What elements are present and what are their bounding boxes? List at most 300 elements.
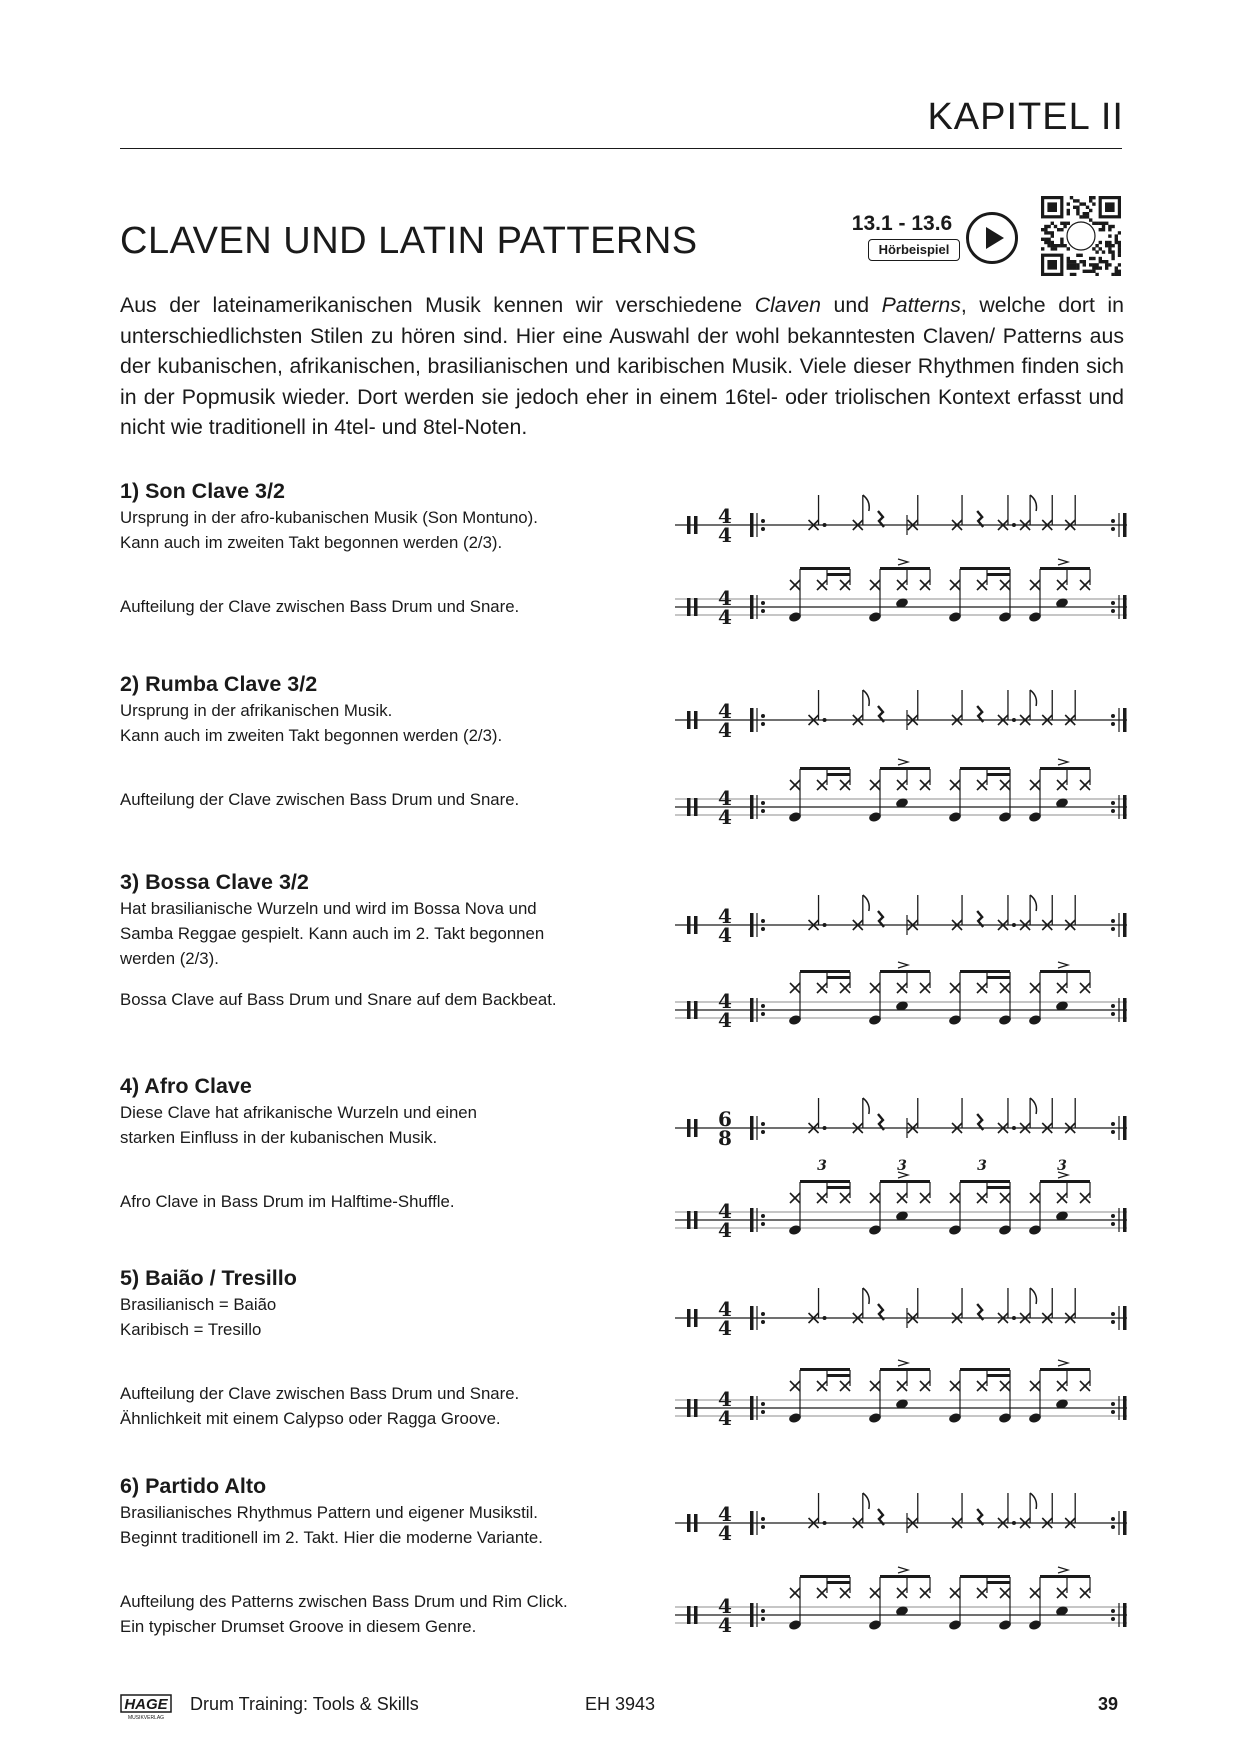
qr-module	[1044, 241, 1047, 244]
qr-module	[1089, 270, 1092, 273]
time-signature-top: 4	[718, 1594, 732, 1618]
qr-module	[1086, 215, 1089, 218]
time-signature-top: 4	[718, 904, 732, 928]
qr-module	[1086, 212, 1089, 215]
section-description-line: Ursprung in der afrikanischen Musik.	[120, 701, 393, 720]
time-signature-bottom: 4	[718, 923, 732, 947]
repeat-dot	[1111, 714, 1115, 718]
play-button[interactable]	[966, 212, 1018, 264]
section-description-line: Hat brasilianische Wurzeln und wird im Bossa Nova und	[120, 899, 537, 918]
drumset-staff	[675, 1567, 1127, 1637]
note-beam	[987, 1186, 1010, 1189]
repeat-end-bar	[1123, 708, 1127, 732]
repeat-dot	[761, 809, 765, 813]
time-signature-bottom: 4	[718, 1613, 732, 1637]
logo-text: HAGE	[124, 1696, 168, 1713]
section-bossa-clave	[120, 869, 640, 1009]
note-beam	[960, 567, 1010, 570]
qr-module	[1115, 273, 1118, 276]
repeat-start-bar	[750, 1603, 754, 1627]
qr-module	[1044, 228, 1047, 231]
accent-mark	[898, 1567, 908, 1573]
audio-track-range: 13.1 - 13.6	[851, 212, 953, 235]
qr-module	[1047, 225, 1050, 228]
note-flag	[1030, 1098, 1036, 1114]
note-beam	[960, 1575, 1010, 1578]
intro-text-1: Aus der lateinamerikanischen Musik kennen wir verschiedene	[120, 293, 755, 317]
repeat-dot	[761, 1214, 765, 1218]
qr-module	[1099, 266, 1102, 269]
note-beam	[1040, 1368, 1090, 1371]
percussion-clef	[694, 1001, 698, 1019]
repeat-dot	[761, 1004, 765, 1008]
qr-module	[1079, 215, 1082, 218]
time-signature-top: 4	[718, 1387, 732, 1411]
repeat-end-bar	[1123, 998, 1127, 1022]
qr-module	[1079, 202, 1082, 205]
drum-notation	[675, 480, 1135, 1660]
qr-module	[1051, 222, 1054, 225]
repeat-dot	[1111, 1517, 1115, 1521]
qr-module	[1099, 228, 1102, 231]
note-beam	[827, 1186, 850, 1189]
dot	[1012, 1126, 1016, 1130]
qr-module	[1105, 266, 1108, 269]
drumset-staff	[675, 962, 1127, 1032]
qr-module	[1047, 238, 1050, 241]
qr-module	[1099, 241, 1102, 244]
qr-module	[1083, 260, 1086, 263]
repeat-dot	[761, 601, 765, 605]
note-flag	[1030, 895, 1036, 911]
qr-module	[1047, 244, 1050, 247]
qr-module	[1089, 263, 1092, 266]
qr-module	[1060, 241, 1063, 244]
repeat-end-bar	[1123, 1208, 1127, 1232]
percussion-clef	[687, 1309, 691, 1327]
section-description-line: Kann auch im zweiten Takt begonnen werden (2/3).	[120, 726, 503, 745]
section-description-line: werden (2/3).	[120, 949, 219, 968]
qr-module	[1111, 257, 1114, 260]
note-beam	[987, 976, 1010, 979]
dot	[823, 1126, 827, 1130]
qr-module	[1102, 225, 1105, 228]
percussion-clef	[694, 711, 698, 729]
percussion-clef	[694, 1606, 698, 1624]
repeat-dot	[761, 1312, 765, 1316]
section-groove-note: Bossa Clave auf Bass Drum und Snare auf dem Backbeat.	[120, 990, 557, 1009]
qr-module	[1060, 222, 1063, 225]
note-flag	[863, 1493, 869, 1509]
repeat-dot	[1111, 1410, 1115, 1414]
note-beam	[960, 1180, 1010, 1183]
qr-module	[1051, 247, 1054, 250]
qr-module	[1111, 225, 1114, 228]
section-description-line: Kann auch im zweiten Takt begonnen werden (2/3).	[120, 533, 503, 552]
qr-module	[1083, 215, 1086, 218]
clave-staff	[675, 895, 1127, 947]
repeat-start-bar	[750, 1208, 754, 1232]
time-signature-bottom: 4	[718, 1521, 732, 1545]
drumset-staff	[675, 559, 1127, 629]
clave-staff	[675, 690, 1127, 742]
time-signature-bottom: 8	[718, 1126, 732, 1150]
publisher-logo	[120, 1694, 172, 1720]
qr-module	[1111, 244, 1114, 247]
time-signature-bottom: 4	[718, 523, 732, 547]
qr-module	[1051, 234, 1054, 237]
qr-module	[1092, 247, 1095, 250]
qr-finder	[1105, 202, 1115, 212]
qr-module	[1089, 196, 1092, 199]
percussion-clef	[694, 598, 698, 616]
note-flag	[863, 1098, 869, 1114]
dot	[823, 1521, 827, 1525]
clave-staff	[675, 1098, 1127, 1150]
percussion-clef	[687, 598, 691, 616]
qr-module	[1073, 273, 1076, 276]
triplet-mark: 3	[897, 1158, 907, 1174]
qr-module	[1095, 250, 1098, 253]
qr-module	[1095, 266, 1098, 269]
qr-module	[1083, 202, 1086, 205]
time-signature-bottom: 4	[718, 718, 732, 742]
qr-module	[1111, 250, 1114, 253]
time-signature-top: 4	[718, 989, 732, 1013]
qr-module	[1108, 234, 1111, 237]
qr-module	[1067, 209, 1070, 212]
repeat-start-bar	[750, 1511, 754, 1535]
repeat-dot	[1111, 1222, 1115, 1226]
percussion-clef	[687, 798, 691, 816]
time-signature-top: 4	[718, 1502, 732, 1526]
section-title: 1) Son Clave 3/2	[120, 479, 285, 503]
section-baiao-tresillo	[120, 1265, 640, 1428]
triplet-mark: 3	[977, 1158, 987, 1174]
note-beam	[827, 1374, 850, 1377]
qr-finder	[1047, 202, 1057, 212]
repeat-dot	[761, 1609, 765, 1613]
repeat-dot	[761, 527, 765, 531]
note-beam	[960, 1368, 1010, 1371]
time-signature-bottom: 4	[718, 1406, 732, 1430]
qr-module	[1067, 222, 1070, 225]
dot	[1012, 1316, 1016, 1320]
note-beam	[880, 1368, 930, 1371]
note-beam	[1040, 970, 1090, 973]
qr-module	[1067, 247, 1070, 250]
intro-term-claven: Claven	[754, 293, 821, 317]
repeat-end-bar	[1123, 1511, 1127, 1535]
section-description-line: Samba Reggae gespielt. Kann auch im 2. Takt begonnen	[120, 924, 545, 943]
note-beam	[827, 573, 850, 576]
note-beam	[960, 970, 1010, 973]
intro-text-2: und	[820, 293, 882, 317]
percussion-clef	[687, 1606, 691, 1624]
repeat-end-bar	[1123, 595, 1127, 619]
note-beam	[827, 976, 850, 979]
qr-module	[1092, 257, 1095, 260]
repeat-dot	[761, 714, 765, 718]
section-groove-note: Aufteilung der Clave zwischen Bass Drum und Snare.	[120, 790, 520, 809]
qr-module	[1060, 238, 1063, 241]
qr-module	[1108, 241, 1111, 244]
time-signature-top: 4	[718, 1199, 732, 1223]
section-partido-alto	[120, 1473, 640, 1636]
section-description-line: Brasilianisch = Baião	[120, 1295, 277, 1314]
section-groove-note: Aufteilung der Clave zwischen Bass Drum und Snare.	[120, 597, 520, 616]
repeat-start-bar	[750, 513, 754, 537]
percussion-clef	[687, 1514, 691, 1532]
qr-module	[1092, 270, 1095, 273]
qr-module	[1073, 206, 1076, 209]
qr-module	[1054, 244, 1057, 247]
repeat-end-bar	[1123, 795, 1127, 819]
qr-module	[1105, 244, 1108, 247]
note-flag	[863, 495, 869, 511]
drumset-staff	[675, 1360, 1127, 1430]
repeat-dot	[1111, 519, 1115, 523]
percussion-clef	[694, 798, 698, 816]
qr-module	[1060, 228, 1063, 231]
qr-module	[1070, 196, 1073, 199]
qr-module	[1076, 254, 1079, 257]
time-signature-bottom: 4	[718, 1316, 732, 1340]
note-beam	[1040, 1180, 1090, 1183]
repeat-dot	[761, 1222, 765, 1226]
repeat-dot	[761, 1517, 765, 1521]
time-signature-bottom: 4	[718, 1218, 732, 1242]
note-flag	[1030, 495, 1036, 511]
note-beam	[800, 1368, 850, 1371]
section-title: 3) Bossa Clave 3/2	[120, 870, 309, 894]
repeat-dot	[761, 1410, 765, 1414]
qr-module	[1079, 254, 1082, 257]
chapter-heading: KAPITEL II	[927, 96, 1124, 138]
qr-module	[1044, 225, 1047, 228]
note-beam	[987, 1374, 1010, 1377]
qr-module	[1105, 241, 1108, 244]
dot	[823, 718, 827, 722]
qr-module	[1115, 266, 1118, 269]
repeat-dot	[1111, 1214, 1115, 1218]
page-number: 39	[1098, 1694, 1119, 1714]
repeat-dot	[761, 722, 765, 726]
section-title: 4) Afro Clave	[120, 1074, 252, 1098]
dot	[823, 523, 827, 527]
drumset-staff	[675, 759, 1127, 829]
note-beam	[880, 767, 930, 770]
qr-module	[1086, 206, 1089, 209]
time-signature-bottom: 4	[718, 605, 732, 629]
qr-module	[1070, 260, 1073, 263]
percussion-clef	[687, 916, 691, 934]
accent-mark	[1058, 559, 1068, 565]
qr-module	[1102, 222, 1105, 225]
qr-module	[1111, 273, 1114, 276]
repeat-end-bar	[1123, 1396, 1127, 1420]
qr-module	[1108, 247, 1111, 250]
time-signature-top: 4	[718, 586, 732, 610]
accent-mark	[1058, 1360, 1068, 1366]
qr-module	[1102, 250, 1105, 253]
qr-module	[1115, 234, 1118, 237]
repeat-dot	[1111, 1004, 1115, 1008]
percussion-clef	[687, 1001, 691, 1019]
chapter-rule	[120, 148, 1122, 149]
section-description-line: Ursprung in der afro-kubanischen Musik (Son Montuno).	[120, 508, 538, 527]
repeat-dot	[1111, 527, 1115, 531]
qr-module	[1067, 266, 1070, 269]
qr-module	[1051, 244, 1054, 247]
qr-module	[1054, 247, 1057, 250]
qr-finder	[1047, 260, 1057, 270]
accent-mark	[898, 1360, 908, 1366]
qr-module	[1092, 202, 1095, 205]
qr-module	[1092, 266, 1095, 269]
repeat-dot	[761, 1122, 765, 1126]
repeat-dot	[1111, 1617, 1115, 1621]
note-beam	[880, 970, 930, 973]
qr-module	[1108, 225, 1111, 228]
accent-mark	[1058, 1567, 1068, 1573]
qr-module	[1076, 263, 1079, 266]
intro-term-patterns: Patterns	[881, 293, 961, 317]
repeat-start-bar	[750, 998, 754, 1022]
repeat-start-bar	[750, 1116, 754, 1140]
qr-module	[1086, 270, 1089, 273]
section-description-line: Karibisch = Tresillo	[120, 1320, 262, 1339]
qr-module	[1108, 244, 1111, 247]
qr-module	[1073, 266, 1076, 269]
note-flag	[863, 895, 869, 911]
qr-module	[1051, 241, 1054, 244]
note-beam	[800, 1575, 850, 1578]
section-description-line: Diese Clave hat afrikanische Wurzeln und einen	[120, 1103, 477, 1122]
note-beam	[1040, 1575, 1090, 1578]
time-signature-bottom: 4	[718, 805, 732, 829]
note-beam	[960, 767, 1010, 770]
qr-module	[1070, 263, 1073, 266]
play-icon	[969, 215, 1015, 261]
qr-module	[1079, 260, 1082, 263]
qr-module	[1099, 260, 1102, 263]
qr-module	[1073, 263, 1076, 266]
triplet-mark: 3	[817, 1158, 827, 1174]
section-title: 2) Rumba Clave 3/2	[120, 672, 318, 696]
qr-code[interactable]	[1041, 196, 1121, 276]
repeat-dot	[761, 1525, 765, 1529]
qr-module	[1118, 263, 1121, 266]
clave-staff	[675, 1288, 1127, 1340]
section-description-line: starken Einfluss in der kubanischen Musik.	[120, 1128, 438, 1147]
qr-module	[1063, 225, 1066, 228]
qr-module	[1099, 222, 1102, 225]
qr-module	[1051, 231, 1054, 234]
time-signature-top: 4	[718, 1297, 732, 1321]
section-afro-clave	[120, 1073, 640, 1211]
repeat-dot	[1111, 1402, 1115, 1406]
qr-module	[1118, 273, 1121, 276]
qr-module	[1118, 247, 1121, 250]
qr-module	[1118, 270, 1121, 273]
repeat-dot	[761, 919, 765, 923]
qr-module	[1115, 238, 1118, 241]
section-groove-note: Ein typischer Drumset Groove in diesem Genre.	[120, 1617, 477, 1636]
dot	[1012, 718, 1016, 722]
qr-module	[1070, 273, 1073, 276]
note-beam	[880, 1575, 930, 1578]
repeat-start-bar	[750, 795, 754, 819]
section-title: 6) Partido Alto	[120, 1474, 267, 1498]
section-description-line: Beginnt traditionell im 2. Takt. Hier die moderne Variante.	[120, 1528, 543, 1547]
qr-module	[1089, 199, 1092, 202]
qr-module	[1054, 225, 1057, 228]
repeat-dot	[1111, 1312, 1115, 1316]
repeat-dot	[761, 1402, 765, 1406]
note-beam	[1040, 767, 1090, 770]
percussion-clef	[687, 1119, 691, 1137]
qr-module	[1067, 263, 1070, 266]
note-beam	[880, 1180, 930, 1183]
section-title: 5) Baião / Tresillo	[120, 1266, 297, 1290]
qr-module	[1092, 196, 1095, 199]
repeat-dot	[1111, 927, 1115, 931]
percussion-clef	[694, 1211, 698, 1229]
dot	[1012, 923, 1016, 927]
accent-mark	[1058, 962, 1068, 968]
dot	[823, 923, 827, 927]
qr-module	[1099, 257, 1102, 260]
repeat-start-bar	[750, 708, 754, 732]
repeat-dot	[1111, 1320, 1115, 1324]
time-signature-top: 4	[718, 699, 732, 723]
qr-module	[1067, 202, 1070, 205]
repeat-end-bar	[1123, 1306, 1127, 1330]
qr-module	[1108, 250, 1111, 253]
qr-module	[1095, 244, 1098, 247]
qr-module	[1060, 244, 1063, 247]
repeat-dot	[1111, 722, 1115, 726]
qr-module	[1108, 263, 1111, 266]
repeat-dot	[1111, 1122, 1115, 1126]
qr-module	[1105, 222, 1108, 225]
note-beam	[800, 1180, 850, 1183]
qr-module	[1063, 222, 1066, 225]
note-beam	[800, 767, 850, 770]
accent-mark	[898, 559, 908, 565]
repeat-end-bar	[1123, 513, 1127, 537]
repeat-dot	[761, 1012, 765, 1016]
qr-module	[1041, 247, 1044, 250]
qr-module	[1095, 222, 1098, 225]
qr-module	[1070, 266, 1073, 269]
accent-mark	[898, 759, 908, 765]
qr-module	[1083, 212, 1086, 215]
qr-module	[1102, 260, 1105, 263]
qr-module	[1118, 244, 1121, 247]
qr-module	[1047, 231, 1050, 234]
qr-module	[1076, 209, 1079, 212]
percussion-clef	[694, 1514, 698, 1532]
qr-module	[1067, 212, 1070, 215]
percussion-clef	[687, 516, 691, 534]
repeat-dot	[761, 609, 765, 613]
percussion-clef	[694, 1309, 698, 1327]
qr-module	[1067, 257, 1070, 260]
note-beam	[880, 567, 930, 570]
qr-module	[1057, 244, 1060, 247]
